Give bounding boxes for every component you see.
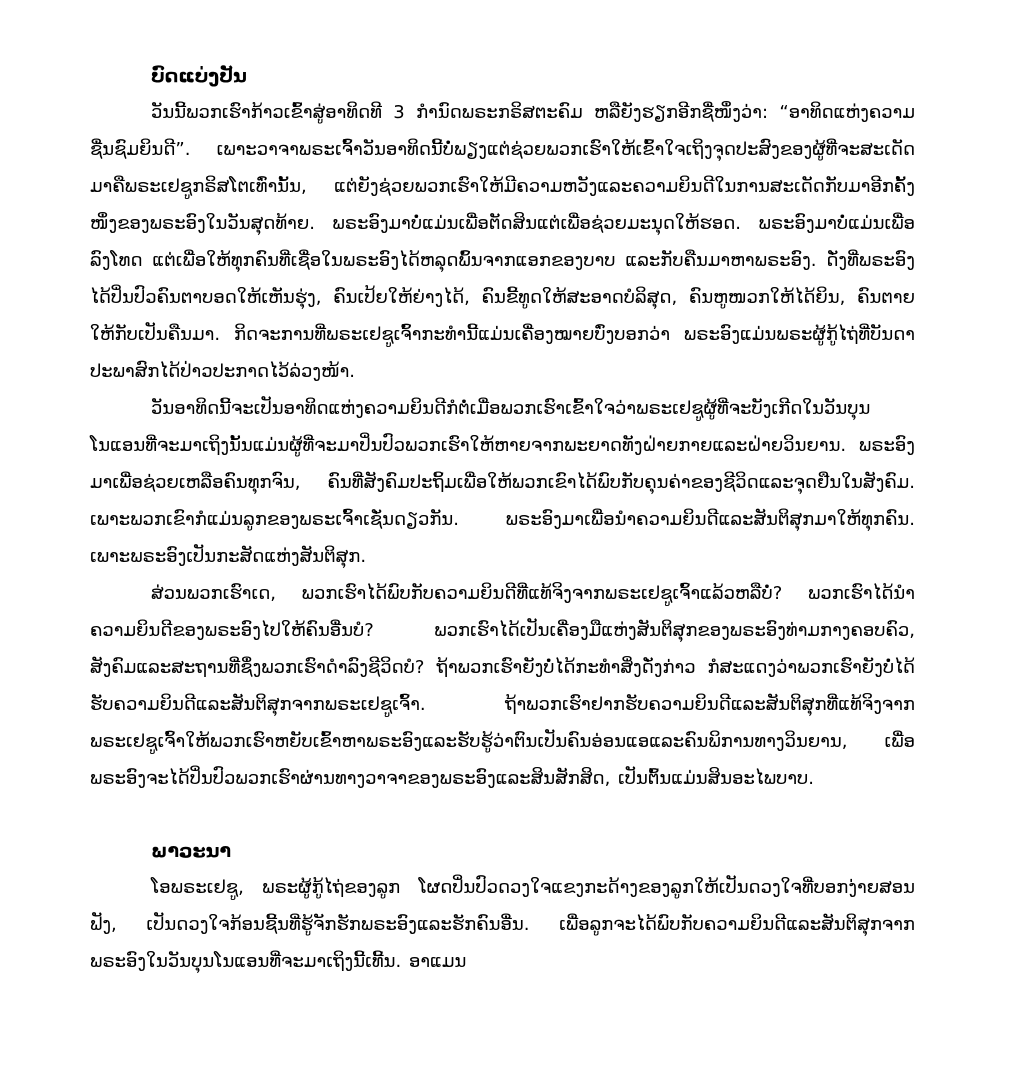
reflection-paragraph: ວັນອາທິດນີ້ຈະເປັນອາທິດແຫ່ງຄວາມຍິນດີກໍຕໍ່ເມື່ອພວກເຮົາເຂົ້າໃຈວ່າພຣະເຢຊູຜູ້ທີ່ຈະບັງເກີດໃນວັນບຸນໂນແອນທີ່ຈະມາເຖິງນັ້ນແມ່ນຜູ້ທີ່ຈະມາປິ່ນປົວພວກເຮົາໃຫ້ຫາຍຈາກພະຍາດທັງຝ່າຍກາຍແລະຝ່າຍວິນຍານ. ພຣະອົງມາເພື່ອຊ່ວຍເຫລືອຄົນທຸກຈົນ, ຄົນທີ່ສັງຄົມປະຖິ້ມເພື່ອໃຫ້ພວກເຂົາໄດ້ພົບກັບຄຸນຄ່າຂອງຊີວິດແລະຈຸດຢືນໃນສັງຄົມ. ເພາະພວກເຂົາກໍແມ່ນລູກຂອງພຣະເຈົ້າເຊັ່ນດຽວກັນ. ພຣະອົງມາເພື່ອນຳຄວາມຍິນດີແລະສັນຕິສຸກມາໃຫ້ທຸກຄົນ. ເພາະພຣະອົງເປັນກະສັດແຫ່ງສັນຕິສຸກ. — [90, 398, 915, 567]
prayer-paragraph: ໂອພຣະເຢຊູ, ພຣະຜູ້ກູ້ໄຖ່ຂອງລູກ ໂຜດປິ່ນປົວດວງໃຈແຂງກະດ້າງຂອງລູກໃຫ້ເປັນດວງໃຈທີ່ບອກງ່າຍສອນຟັງ, ເປັນດວງໃຈກ້ອນຊີ້ນທີ່ຮູ້ຈັກຮັກພຣະອົງແລະຮັກຄົນອື່ນ. ເພື່ອລູກຈະໄດ້ພົບກັບຄວາມຍິນດີແລະສັນຕິສຸກຈາກພຣະອົງໃນວັນບຸນໂນແອນທີ່ຈະມາເຖິງນີ້ເທີ້ນ. ອາແມນ — [90, 877, 915, 972]
section-heading-prayer: ພາວະນາ — [151, 840, 232, 862]
section-heading-reflection: ບົດແບ່ງປັນ — [151, 65, 247, 87]
reflection-paragraph: ສ່ວນພວກເຮົາເດ, ພວກເຮົາໄດ້ພົບກັບຄວາມຍິນດີທີ່ແທ້ຈິງຈາກພຣະເຢຊູເຈົ້າແລ້ວຫລືບໍ່? ພວກເຮົາໄດ້ນຳຄວາມຍິນດີຂອງພຣະອົງໄປໃຫ້ຄົນອື່ນບໍ? ພວກເຮົາໄດ້ເປັນເຄື່ອງມືແຫ່ງສັນຕິສຸກຂອງພຣະອົງທ່າມກາງຄອບຄົວ, ສັງຄົມແລະສະຖານທີ່ຊຶ່ງພວກເຮົາດຳລົງຊີວິດບໍ? ຖ້າພວກເຮົາຍັງບໍ່ໄດ້ກະທຳສິ່ງດັ່ງກ່າວ ກໍສະແດງວ່າພວກເຮົາຍັງບໍ່ໄດ້ຮັບຄວາມຍິນດີແລະສັນຕິສຸກຈາກພຣະເຢຊູເຈົ້າ. ຖ້າພວກເຮົາຢາກຮັບຄວາມຍິນດີແລະສັນຕິສຸກທີ່ແທ້ຈິງຈາກພຣະເຢຊູເຈົ້າໃຫ້ພວກເຮົາຫຍັບເຂົ້າຫາພຣະອົງແລະຮັບຮູ້ວ່າຕົນເປັນຄົນອ່ອນແອແລະຄົນພິການທາງວິນຍານ, ເພື່ອພຣະອົງຈະໄດ້ປິ່ນປົວພວກເຮົາຜ່ານທາງວາຈາຂອງພຣະອົງແລະສິນສັກສິດ, ເປັນຕົ້ນແມ່ນສິນອະໄພບາບ. — [90, 583, 915, 789]
reflection-paragraph: ວັນນີ້ພວກເຮົາກ້າວເຂົ້າສູ່ອາທິດທີ 3 ກຳນົດພຣະກຣິສຕະຄົມ ຫລືຍັງຮຽກອີກຊື່ໜຶ່ງວ່າ: “ອາທິດແຫ່ງຄວາມຊື່ນຊົມຍິນດີ”. ເພາະວາຈາພຣະເຈົ້າວັນອາທິດນີ້ບໍ່ພຽງແຕ່ຊ່ວຍພວກເຮົາໃຫ້ເຂົ້າໃຈເຖິງຈຸດປະສົງຂອງຜູ້ທີ່ຈະສະເດັດມາຄືພຣະເຢຊູກຣິສໂຕເທົ່ານັ້ນ, ແຕ່ຍັງຊ່ວຍພວກເຮົາໃຫ້ມີຄວາມຫວັງແລະຄວາມຍິນດີໃນການສະເດັດກັບມາອີກຄັ້ງໜຶ່ງຂອງພຣະອົງໃນວັນສຸດທ້າຍ. ພຣະອົງມາບໍ່ແມ່ນເພື່ອຕັດສິນແຕ່ເພື່ອຊ່ວຍມະນຸດໃຫ້ຮອດ. ພຣະອົງມາບໍ່ແມ່ນເພື່ອລົງໂທດ ແຕ່ເພື່ອໃຫ້ທຸກຄົນທີ່ເຊື່ອໃນພຣະອົງໄດ້ຫລຸດພົ້ນຈາກແອກຂອງບາບ ແລະກັບຄືນມາຫາພຣະອົງ. ດັ່ງທີ່ພຣະອົງໄດ້ປິ່ນປົວຄົນຕາບອດໃຫ້ເຫັນຮຸ່ງ, ຄົນເປ້ຍໃຫ້ຍ່າງໄດ້, ຄົນຂີ້ທູດໃຫ້ສະອາດບໍລິສຸດ, ຄົນຫູໜວກໃຫ້ໄດ້ຍິນ, ຄົນຕາຍໃຫ້ກັບເປັນຄືນມາ. ກິດຈະການທີ່ພຣະເຢຊູເຈົ້າກະທຳນີ້ແມ່ນເຄື່ອງໝາຍບົ່ງບອກວ່າ ພຣະອົງແມ່ນພຣະຜູ້ກູ້ໄຖ່ທີ່ບັນດາປະພາສົກໄດ້ປ່າວປະກາດໄວ້ລ່ວງໜ້າ. — [90, 102, 915, 382]
document-page — [90, 58, 915, 980]
